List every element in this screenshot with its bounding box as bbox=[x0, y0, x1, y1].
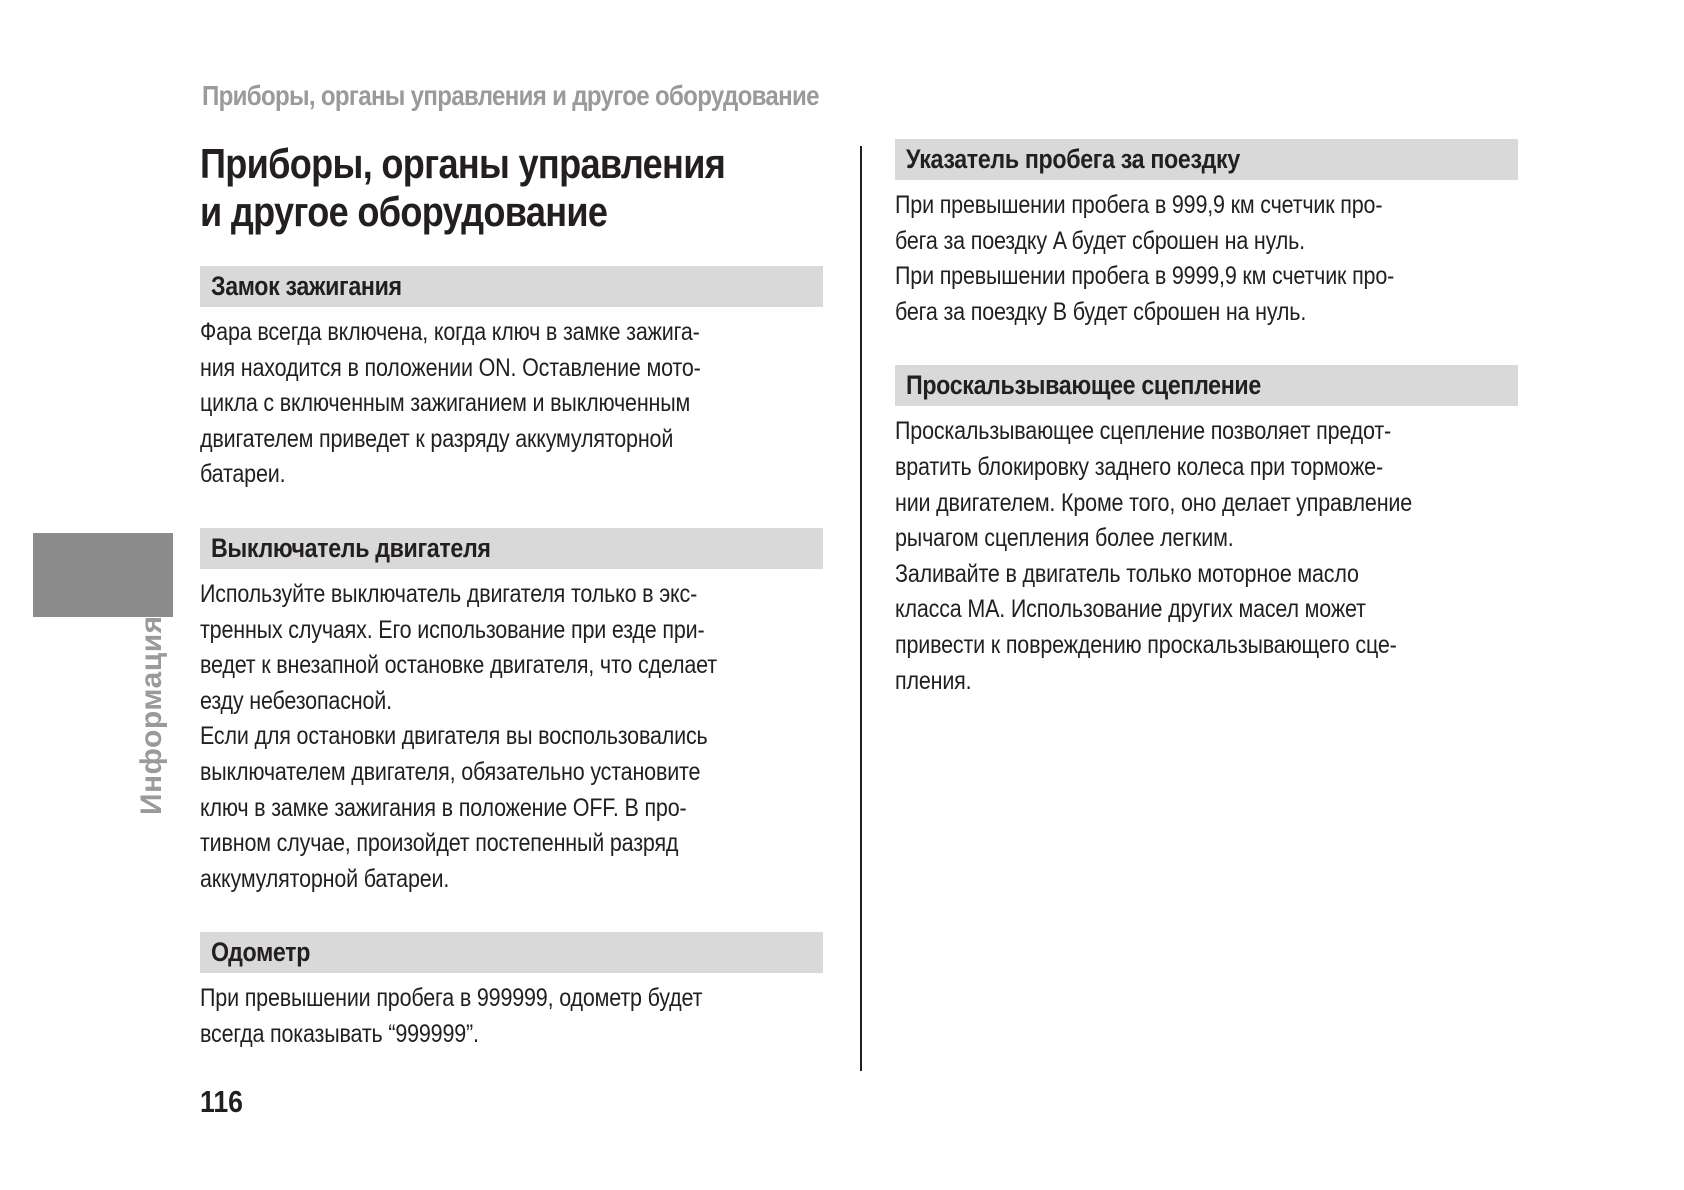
section-heading-text: Одометр bbox=[211, 937, 311, 968]
section-tab-label: Информация bbox=[135, 615, 168, 815]
section-heading-text: Замок зажигания bbox=[211, 271, 402, 301]
section-heading bbox=[200, 932, 823, 973]
body-line: езду небезопасной. bbox=[200, 686, 392, 715]
section-heading-text: Выключатель двигателя bbox=[211, 532, 491, 563]
body-line: ния находится в положении ON. Оставление мото- bbox=[200, 353, 701, 382]
body-line: тренных случаях. Его использование при езде при- bbox=[200, 615, 705, 644]
section-body bbox=[200, 577, 823, 897]
body-line: вратить блокировку заднего колеса при торможе- bbox=[895, 452, 1383, 481]
body-line: бега за поездку B будет сброшен на нуль. bbox=[895, 297, 1307, 326]
section-body bbox=[895, 188, 1518, 330]
body-line: цикла с включенным зажиганием и выключенным bbox=[200, 389, 691, 418]
body-line: тивном случае, произойдет постепенный разряд bbox=[200, 829, 679, 858]
section-tab-marker bbox=[33, 533, 173, 617]
section-heading bbox=[895, 365, 1518, 406]
body-line: Заливайте в двигатель только моторное масло bbox=[895, 559, 1359, 588]
body-line: Проскальзывающее сцепление позволяет предот- bbox=[895, 417, 1392, 446]
section-gap bbox=[200, 897, 823, 932]
section-body bbox=[200, 981, 823, 1052]
body-line: батареи. bbox=[200, 460, 286, 489]
title-line: и другое оборудование bbox=[200, 188, 608, 235]
body-line: всегда показывать “999999”. bbox=[200, 1019, 479, 1048]
body-line: бега за поездку A будет сброшен на нуль. bbox=[895, 226, 1305, 255]
body-line: аккумуляторной батареи. bbox=[200, 864, 450, 893]
body-line: двигателем приведет к разряду аккумуляторной bbox=[200, 424, 674, 453]
body-line: При превышении пробега в 999999, одометр будет bbox=[200, 984, 703, 1013]
body-line: рычагом сцепления более легким. bbox=[895, 524, 1234, 553]
body-line: При превышении пробега в 9999,9 км счетчик про- bbox=[895, 262, 1395, 291]
body-line: класса MA. Использование других масел может bbox=[895, 595, 1366, 624]
body-line: ведет к внезапной остановке двигателя, что сделает bbox=[200, 651, 717, 680]
column-divider bbox=[860, 146, 862, 1071]
body-line: Если для остановки двигателя вы воспользовались bbox=[200, 722, 708, 751]
right-column bbox=[895, 139, 1518, 699]
section-body bbox=[895, 414, 1518, 699]
section-gap bbox=[895, 330, 1518, 365]
section-body bbox=[200, 315, 823, 493]
running-header: Приборы, органы управления и другое оборудование bbox=[202, 80, 819, 111]
section-heading bbox=[200, 266, 823, 307]
section-heading-text: Проскальзывающее сцепление bbox=[906, 370, 1261, 401]
left-column bbox=[200, 266, 823, 1053]
body-line: привести к повреждению проскальзывающего сце- bbox=[895, 630, 1397, 659]
section-heading bbox=[200, 528, 823, 569]
page-title bbox=[200, 140, 725, 236]
body-line: выключателем двигателя, обязательно установите bbox=[200, 757, 701, 786]
body-line: При превышении пробега в 999,9 км счетчик про- bbox=[895, 191, 1383, 219]
title-line: Приборы, органы управления bbox=[200, 140, 726, 187]
section-heading bbox=[895, 139, 1518, 180]
page-number: 116 bbox=[200, 1084, 244, 1119]
section-heading-text: Указатель пробега за поездку bbox=[906, 144, 1240, 174]
body-line: нии двигателем. Кроме того, оно делает управление bbox=[895, 488, 1413, 517]
body-line: Используйте выключатель двигателя только в экс- bbox=[200, 579, 698, 608]
body-line: пления. bbox=[895, 666, 972, 695]
body-line: Фара всегда включена, когда ключ в замке зажига- bbox=[200, 318, 700, 346]
section-gap bbox=[200, 493, 823, 528]
body-line: ключ в замке зажигания в положение OFF. В про- bbox=[200, 793, 687, 822]
